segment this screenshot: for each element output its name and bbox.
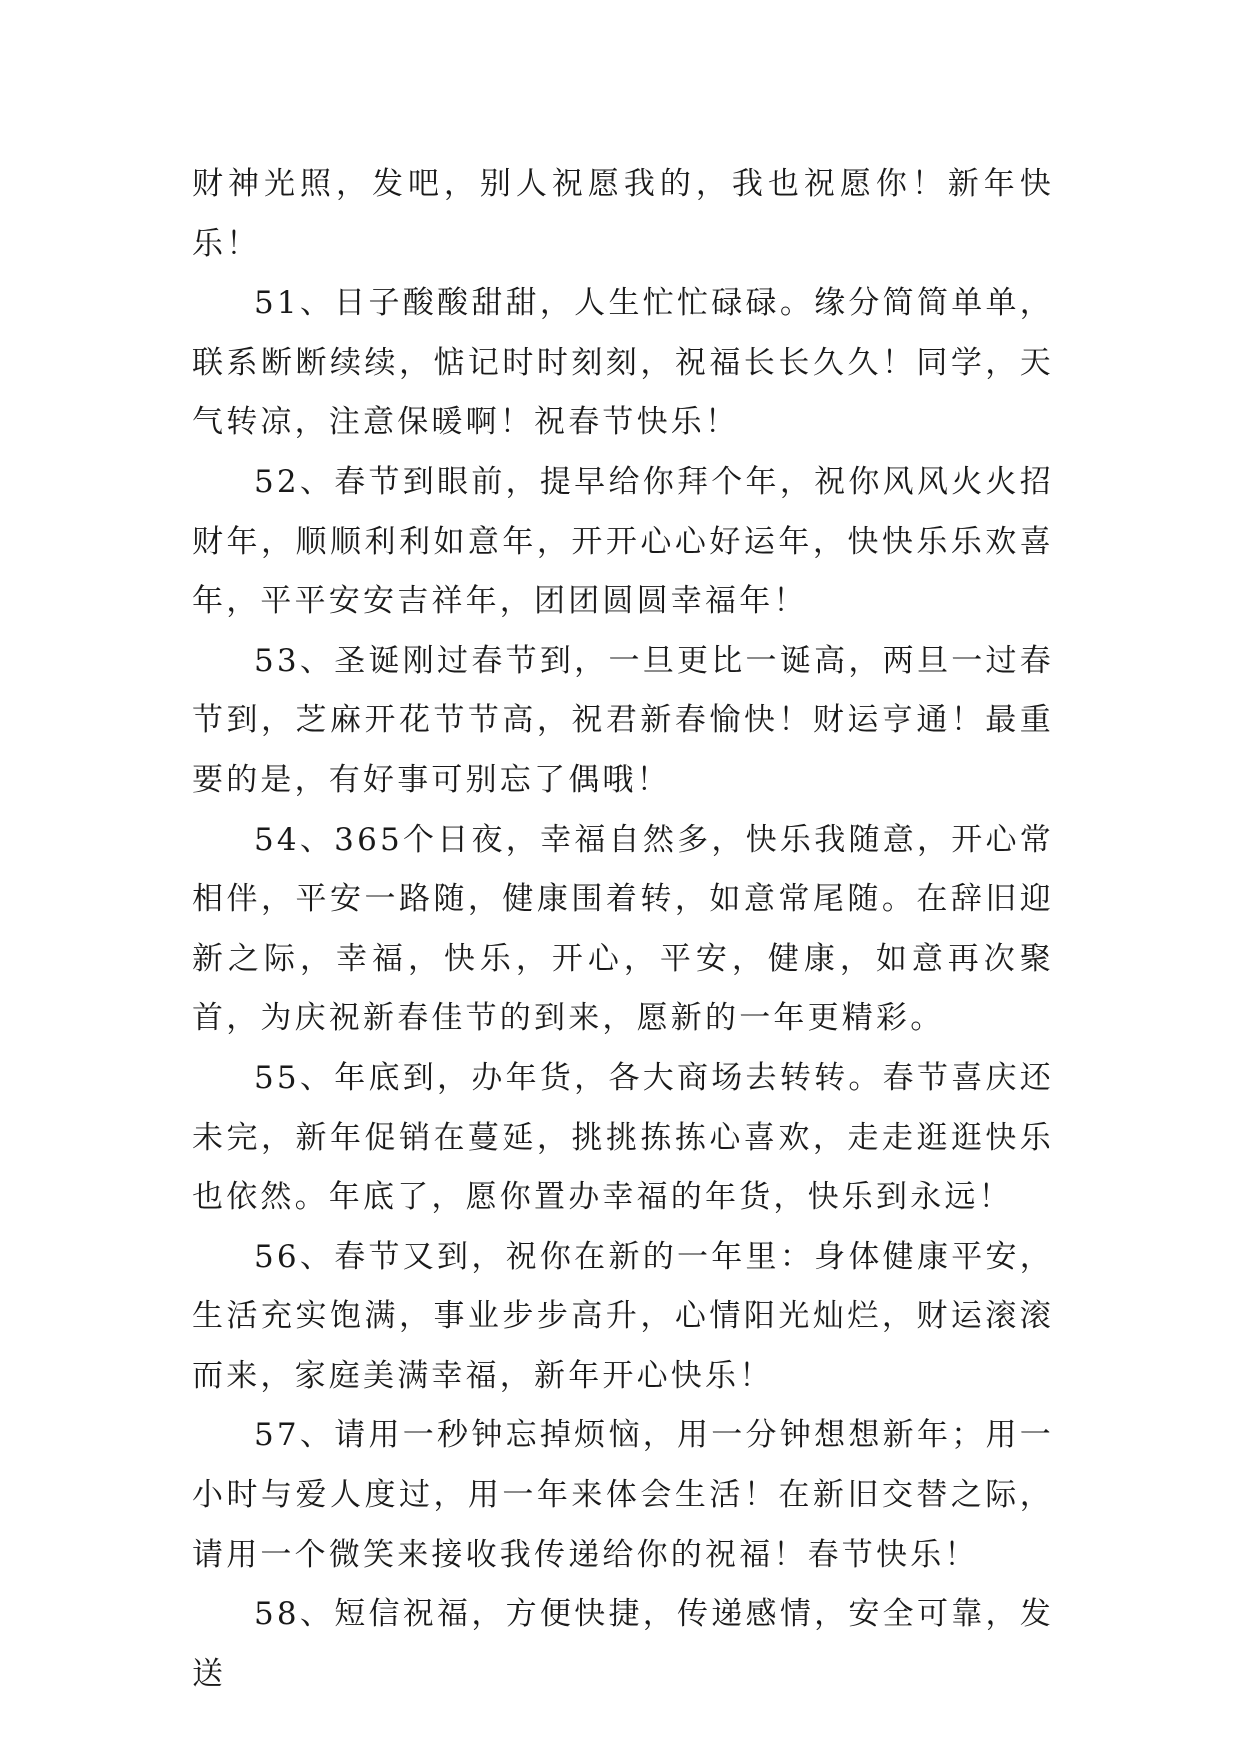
paragraph-58: 58、短信祝福，方便快捷，传递感情，安全可靠，发送 [192,1596,1054,1692]
paragraph-57: 57、请用一秒钟忘掉烦恼，用一分钟想想新年；用一小时与爱人度过，用一年来体会生活！在新旧交替之际，请用一个微笑来接收我传递给你的祝福！春节快乐！ [192,1417,1054,1573]
paragraph-54: 54、365个日夜，幸福自然多，快乐我随意，开心常相伴，平安一路随，健康围着转，如意常尾随。在辞旧迎新之际，幸福，快乐，开心，平安，健康，如意再次聚首，为庆祝新春佳节的到来，愿新的一年更精彩。 [192,821,1054,1037]
paragraph-55: 55、年底到，办年货，各大商场去转转。春节喜庆还未完，新年促销在蔓延，挑挑拣拣心喜欢，走走逛逛快乐也依然。年底了，愿你置办幸福的年货，快乐到永远！ [192,1059,1054,1216]
document-body [192,155,1054,1704]
paragraph-56: 56、春节又到，祝你在新的一年里：身体健康平安，生活充实饱满，事业步步高升，心情阳光灿烂，财运滚滚而来，家庭美满幸福，新年开心快乐！ [192,1238,1054,1394]
paragraph-continued: 财神光照，发吧，别人祝愿我的，我也祝愿你！新年快乐！ [192,166,1054,262]
paragraph-51: 51、日子酸酸甜甜，人生忙忙碌碌。缘分简简单单，联系断断续续，惦记时时刻刻，祝福长长久久！同学，天气转凉，注意保暖啊！祝春节快乐！ [192,285,1054,441]
paragraph-52: 52、春节到眼前，提早给你拜个年，祝你风风火火招财年，顺顺利利如意年，开开心心好运年，快快乐乐欢喜年，平平安安吉祥年，团团圆圆幸福年！ [192,463,1054,620]
paragraph-53: 53、圣诞刚过春节到，一旦更比一诞高，两旦一过春节到，芝麻开花节节高，祝君新春愉快！财运亨通！最重要的是，有好事可别忘了偶哦！ [192,642,1054,798]
